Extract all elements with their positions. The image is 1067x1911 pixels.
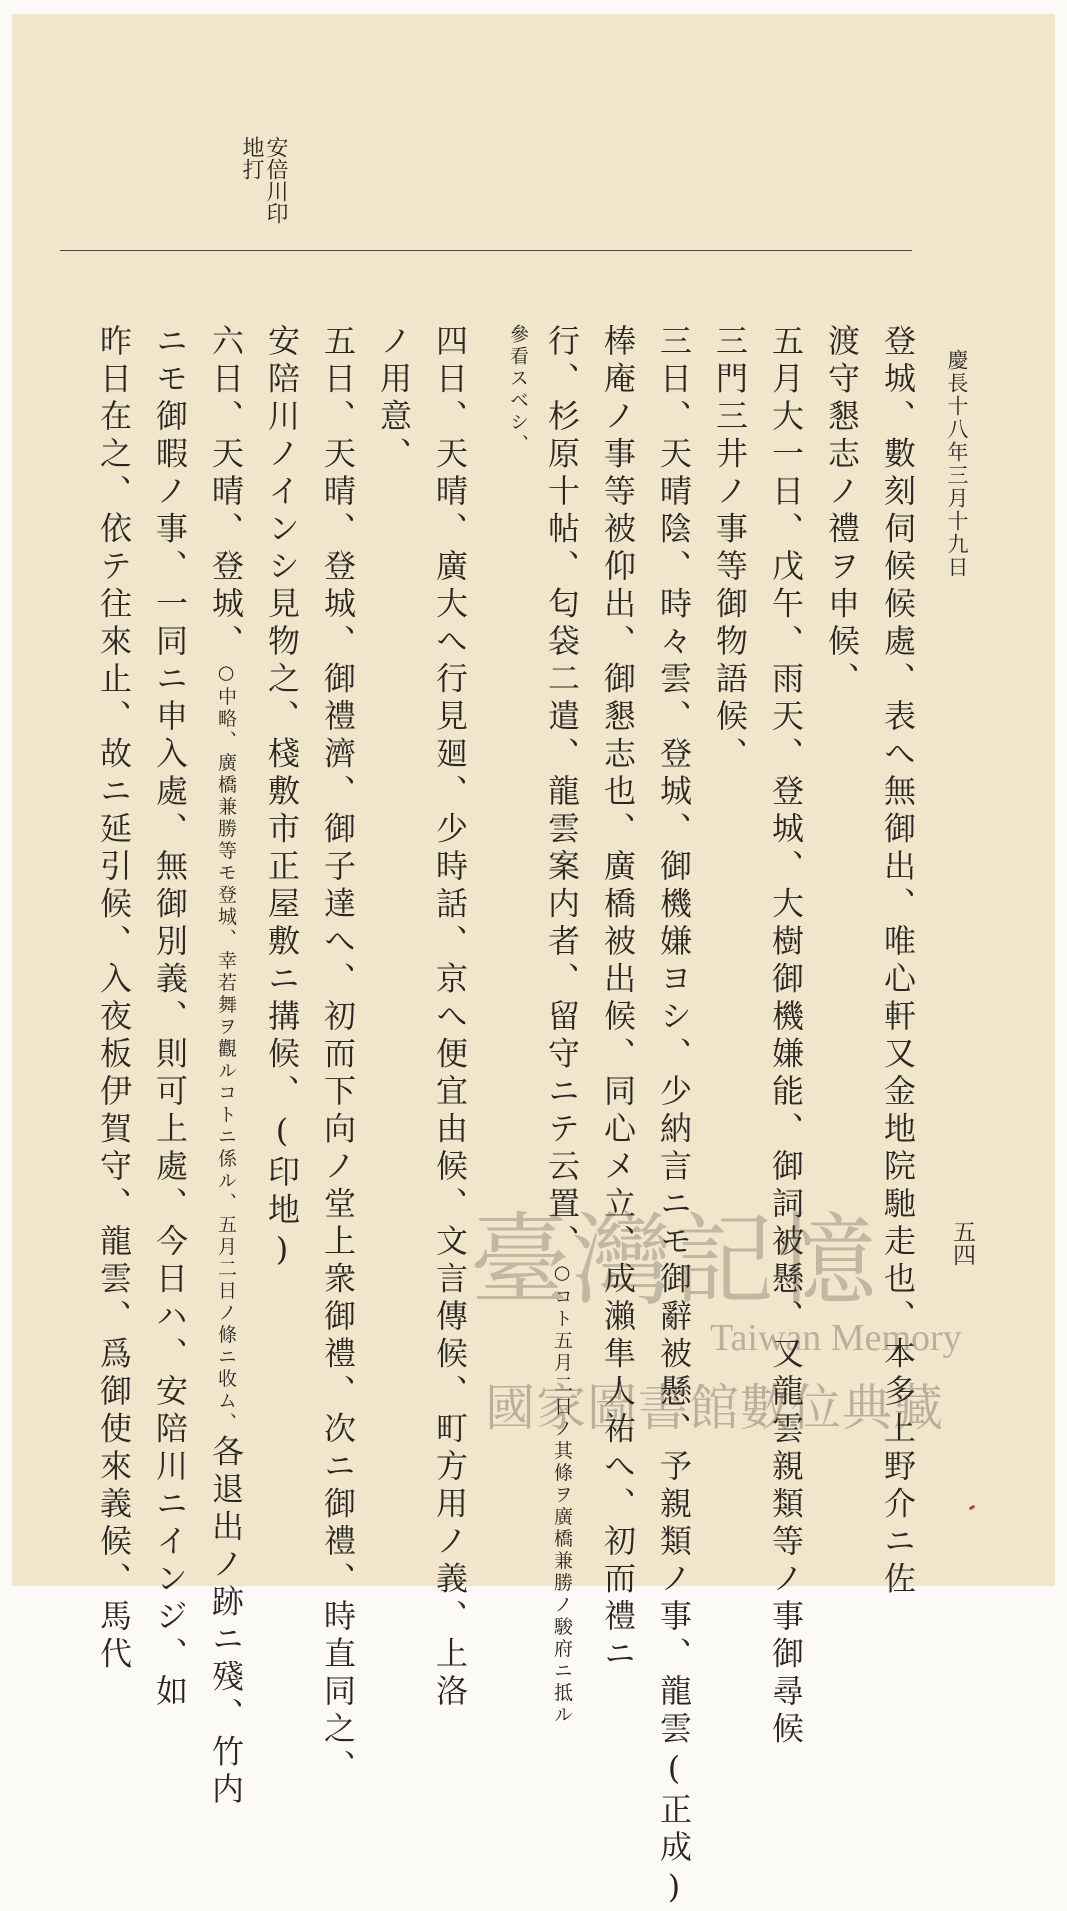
- page-number: 五四: [949, 1220, 975, 1266]
- margin-divider-rule: [60, 250, 912, 251]
- text-column-3: [766, 324, 806, 1749]
- text-column-15: [94, 324, 134, 1674]
- ink-mark: [969, 1505, 976, 1511]
- text-column-6: [598, 324, 638, 1674]
- column-text: 棒庵ノ事等被仰出、御懇志也、廣橋被出候、同心メ立、成瀨隼人祐へ、初而禮ニ: [599, 324, 637, 1674]
- text-column-7: [542, 324, 582, 1727]
- text-column-14: [150, 324, 190, 1712]
- margin-note-line-2: 地打: [239, 136, 264, 180]
- watermark-logo: 臺灣記憶: [470, 1202, 878, 1319]
- text-column-5: [654, 324, 694, 1911]
- watermark-chinese: 國家圖書館數位典藏: [485, 1379, 944, 1437]
- column-text: 五日、天晴、登城、御禮濟、御子達へ、初而下向ノ堂上衆御禮、次ニ御禮、時直同之、: [319, 324, 357, 1787]
- column-text: 登城、數刻伺候候處、表へ無御出、唯心軒又金地院馳走也、本多上野介ニ佐: [879, 324, 917, 1599]
- text-column-12: [262, 324, 302, 1274]
- column-text: ニモ御暇ノ事、一同ニ申入處、無御別義、則可上處、今日ハ、安陪川ニインジ、如: [151, 324, 189, 1712]
- inline-note: 參看スベシ、: [507, 324, 529, 456]
- text-column-2: [822, 324, 862, 699]
- column-text: 渡守懇志ノ禮ヲ申候、: [823, 324, 861, 699]
- column-text: 六日、天晴、登城、: [207, 324, 245, 662]
- text-column-8: [498, 324, 538, 456]
- text-column-10: [374, 324, 414, 474]
- column-text-tail: 各退出ノ跡ニ殘、竹内: [207, 1434, 245, 1810]
- inline-note: ○中略、廣橋兼勝等モ登城、幸若舞ヲ觀ルコトニ係ル、五月二日ノ條ニ收ム、: [215, 661, 237, 1435]
- text-column-9: [430, 324, 470, 1712]
- inline-note: ○コト五月二日ノ其條ヲ廣橋兼勝ノ駿府ニ抵ル: [551, 1261, 573, 1727]
- column-text: 昨日在之、依テ往來止、故ニ延引候、入夜板伊賀守、龍雲、爲御使來義候、馬代: [95, 324, 133, 1674]
- column-text: 三門三井ノ事等御物語候、: [711, 324, 749, 774]
- running-header-date: 慶長十八年三月十九日: [945, 349, 969, 579]
- column-text: 四日、天晴、廣大へ行見廻、少時話、京へ便宜由候、文言傳候、町方用ノ義、上洛: [431, 324, 469, 1712]
- watermark-english: Taiwan Memory: [710, 1317, 962, 1359]
- margin-note-line-1: 安倍川印: [263, 136, 288, 224]
- text-column-4: [710, 324, 750, 774]
- text-column-11: [318, 324, 358, 1787]
- column-text: 行、杉原十帖、匂袋二遣、龍雲案内者、留守ニテ云置、: [543, 324, 581, 1262]
- column-text: 五月大一日、戊午、雨天、登城、大樹御機嫌能、御詞被懸、又龍雲親類等ノ事御尋候: [767, 324, 805, 1749]
- text-column-13: [206, 324, 246, 1810]
- column-text: ノ用意、: [375, 324, 413, 474]
- column-text: 三日、天晴陰、時々雲、登城、御機嫌ヨシ、少納言ニモ御辭被懸、予親類ノ事、龍雲(正成): [655, 324, 693, 1911]
- column-text: 安陪川ノインシ見物之、棧敷市正屋敷ニ搆候、(印地): [263, 324, 301, 1274]
